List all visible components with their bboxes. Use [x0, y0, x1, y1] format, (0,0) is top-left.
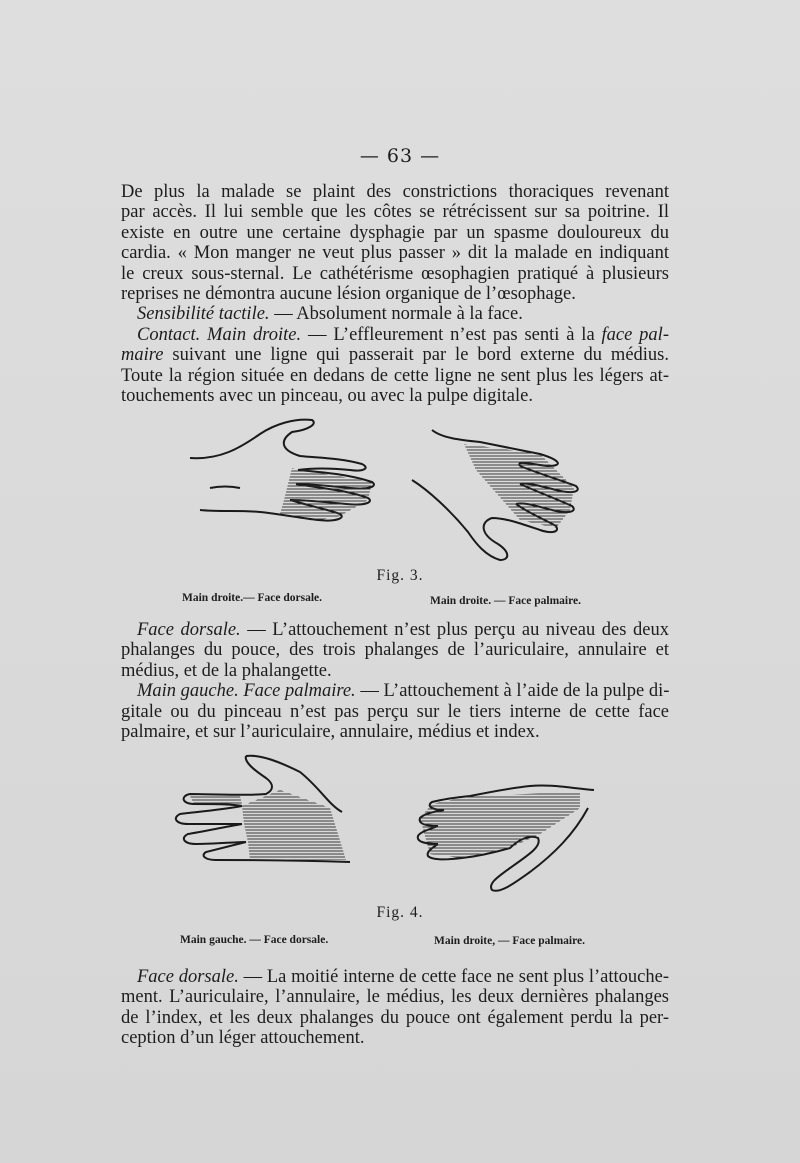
figure-4-caption-right: Main droite, — Face palmaire.: [434, 935, 585, 947]
hatched-anesthesia-zone: [280, 468, 372, 520]
paragraph-symptoms: [121, 182, 669, 406]
face-dorsale-2-label: Face dorsale.: [137, 967, 239, 987]
text-line: par accès. Il lui semble que les côtes se rétrécissent sur sa poitrine. Il: [121, 202, 669, 223]
figure-4-caption-left: Main gauche. — Face dorsale.: [180, 934, 329, 946]
face-dorsale-2-line: [121, 967, 669, 987]
sensibilite-text: — Absolument normale à la face.: [269, 304, 523, 325]
text-line: palmaire, et sur l’auriculaire, annulaire, médius et index.: [121, 722, 540, 743]
text-line: touchements avec un pinceau, ou avec la pulpe digitale.: [121, 386, 533, 407]
text-line: De plus la malade se plaint des constrictions thoraciques revenant: [121, 182, 669, 202]
figure-4-label: Fig. 4.: [376, 904, 424, 921]
text-line: cardia. « Mon manger ne veut plus passer » dit la malade en indiquant: [121, 243, 669, 264]
sensibilite-label: Sensibilité tactile.: [137, 304, 270, 325]
text-line: reprises ne démontra aucune lésion organique de l’œsophage.: [121, 284, 576, 305]
contact-line: [121, 325, 669, 345]
text-line: ment. L’auriculaire, l’annulaire, le médius, les deux dernières phalanges: [121, 987, 669, 1008]
hatched-anesthesia-zone-palmar-2: [420, 792, 580, 858]
text-line: existe en outre une certaine dysphagie par un spasme douloureux du: [121, 222, 669, 243]
figure-3-hands-illustration: [180, 410, 610, 565]
contact-line-2: [121, 345, 669, 365]
main-gauche-label: Main gauche. Face palmaire.: [137, 681, 356, 702]
face-dorsale-line: [121, 620, 669, 640]
contact-text-2: suivant une ligne qui passerait par le bord externe du médius.: [163, 345, 669, 366]
paragraph-fig4-description: [121, 967, 669, 1049]
face-dorsale-label: Face dorsale.: [137, 620, 241, 640]
text-line: phalanges du pouce, des trois phalanges de l’auriculaire, annulaire et: [121, 640, 669, 661]
text-line: gitale ou du pinceau n’est pas perçu sur le tiers interne de cette face: [121, 701, 669, 722]
text-line: de l’index, et les deux phalanges du pouce ont également perdu la per-: [121, 1007, 669, 1028]
figure-4-hands-illustration: [170, 748, 610, 898]
hatched-anesthesia-zone-dorsal: [242, 790, 346, 860]
contact-label: Contact. Main droite.: [137, 324, 302, 345]
contact-text: — L’effleurement n’est pas senti à la: [301, 324, 602, 345]
face-dorsale-2-text: — La moitié interne de cette face ne sent plus l’attouche-: [238, 967, 669, 987]
paragraph-fig3-description: [121, 620, 669, 742]
page-number: — 63 —: [359, 145, 441, 167]
main-gauche-text: — L’attouchement à l’aide de la pulpe di-: [355, 681, 670, 702]
sensibilite-line: [121, 304, 669, 324]
text-line: médius, et de la phalangette.: [121, 660, 332, 681]
text-line: le creux sous-sternal. Le cathétérisme œsophagien pratiqué à plusieurs: [121, 263, 669, 284]
face-dorsale-text: — L’attouchement n’est plus perçu au niveau des deux: [240, 620, 669, 640]
hatched-anesthesia-zone-palmar: [464, 444, 574, 528]
contact-italic-2: maire: [121, 345, 164, 366]
figure-3-caption-left: Main droite.— Face dorsale.: [182, 592, 322, 604]
text-line: ception d’un léger attouchement.: [121, 1028, 365, 1049]
figure-3-label: Fig. 3.: [376, 567, 424, 584]
figure-3-caption-right: Main droite. — Face palmaire.: [430, 595, 581, 607]
text-line: Toute la région située en dedans de cette ligne ne sent plus les légers at-: [121, 365, 669, 386]
main-gauche-line: [121, 681, 669, 701]
contact-italic: face pal-: [601, 324, 669, 345]
